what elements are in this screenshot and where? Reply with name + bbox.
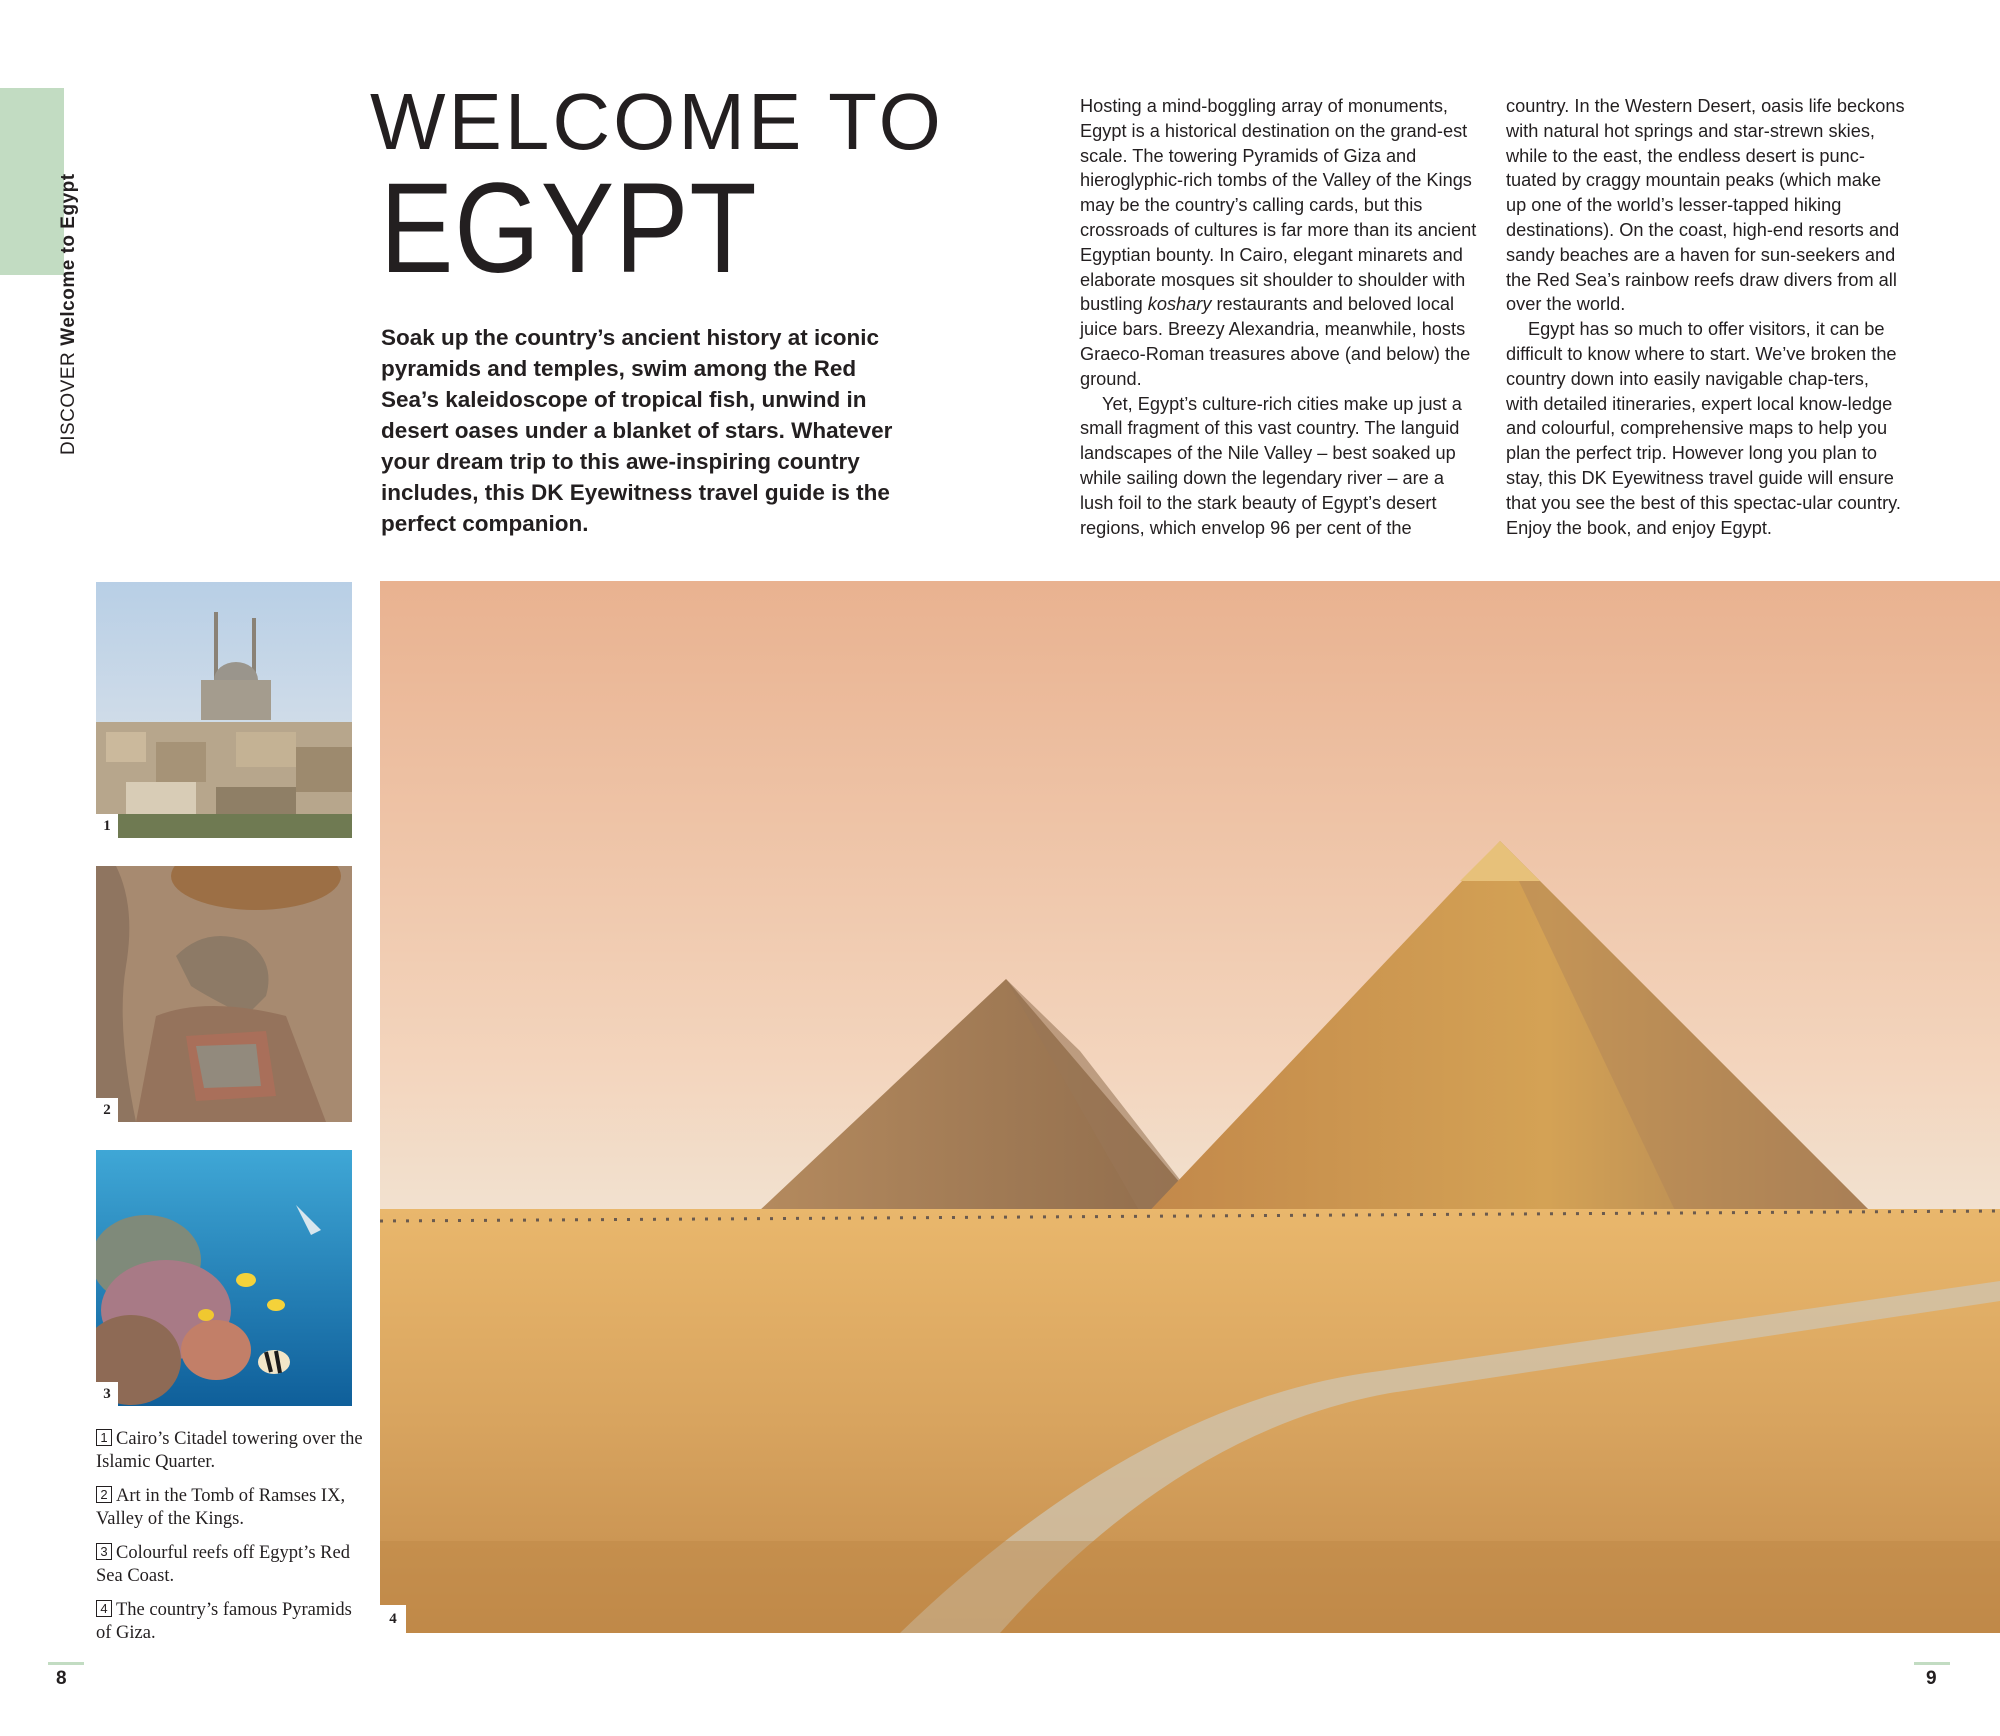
title-line-1: WELCOME TO: [370, 77, 944, 166]
photo-cairo-citadel: [96, 582, 352, 838]
caption-4: 4 The country’s famous Pyramids of Giza.: [96, 1600, 352, 1643]
page-number-left: 8: [56, 1668, 67, 1689]
title-line-2: EGYPT: [380, 157, 758, 300]
photo-pyramids-giza: [380, 581, 2000, 1633]
section-label: [58, 173, 80, 455]
caption-3: 3 Colourful reefs off Egypt’s Red Sea Coast.: [96, 1543, 350, 1586]
section-subtitle: Welcome to Egypt: [58, 173, 79, 346]
section-name: DISCOVER: [58, 351, 79, 455]
photo-number-1: 1: [96, 814, 118, 838]
body-paragraph-3: Egypt has so much to offer visitors, it can be difficult to know where to start. We’ve broken the country down into easily navigable chap-ters, with detailed itineraries, expert local know-ledge and colourful, comprehensive maps to help you plan the perfect trip. However long you plan to stay, this DK Eyewitness travel guide will ensure that you see the best of this spectac-ular country. Enjoy the book, and enjoy Egypt.: [1506, 319, 1901, 538]
caption-2: 2 Art in the Tomb of Ramses IX, Valley of the Kings.: [96, 1486, 346, 1529]
photo-number-4: 4: [380, 1605, 406, 1633]
photo-number-3: 3: [96, 1382, 118, 1406]
chapter-tab: [0, 88, 64, 275]
intro-paragraph: Soak up the country’s ancient history at iconic pyramids and temples, swim among the Red Sea’s kaleidoscope of tropical fish, unwind in desert oases under a blanket of stars. Whatever your dream trip to this awe-inspiring country includes, this DK Eyewitness travel guide is the perfect companion.: [381, 325, 893, 536]
body-paragraph-2: Yet, Egypt’s culture-rich cities make up just a small fragment of this vast country. The languid landscapes of the Nile Valley – best soaked up while sailing down the legendary river – are a lush foil to the stark beauty of Egypt’s desert regions, which envelop 96 per cent of the country. In the Western Desert, oasis life beckons with natural hot springs and star-strewn skies, while to the east, the endless desert is punc-tuated by craggy mountain peaks (which make up one of the world’s lesser-tapped hiking destinations). On the coast, high-end resorts and sandy beaches are a haven for sun-seekers and the Red Sea’s rainbow reefs draw divers from all over the world.: [1080, 96, 1905, 538]
body-text: [1080, 94, 1906, 544]
body-paragraph-1: Hosting a mind-boggling array of monuments, Egypt is a historical destination on the grand-est scale. The towering Pyramids of Giza and hieroglyphic-rich tombs of the Valley of the Kings may be the country’s calling cards, but this crossroads of cultures is far more than its ancient Egyptian bounty. In Cairo, elegant minarets and elaborate mosques sit shoulder to shoulder with bustling koshary restaurants and beloved local juice bars. Breezy Alexandria, meanwhile, hosts Graeco-Roman treasures above (and below) the ground.: [1080, 96, 1477, 389]
photo-tomb-art: [96, 866, 352, 1122]
page-number-rule-right: [1914, 1662, 1950, 1665]
caption-1: 1 Cairo’s Citadel towering over the Islamic Quarter.: [96, 1429, 363, 1472]
page-number-right: 9: [1926, 1668, 1937, 1689]
photo-captions: [96, 1428, 366, 1656]
koshary-term: koshary: [1147, 294, 1212, 315]
page-number-rule-left: [48, 1662, 84, 1665]
photo-red-sea-reef: [96, 1150, 352, 1406]
photo-number-2: 2: [96, 1098, 118, 1122]
